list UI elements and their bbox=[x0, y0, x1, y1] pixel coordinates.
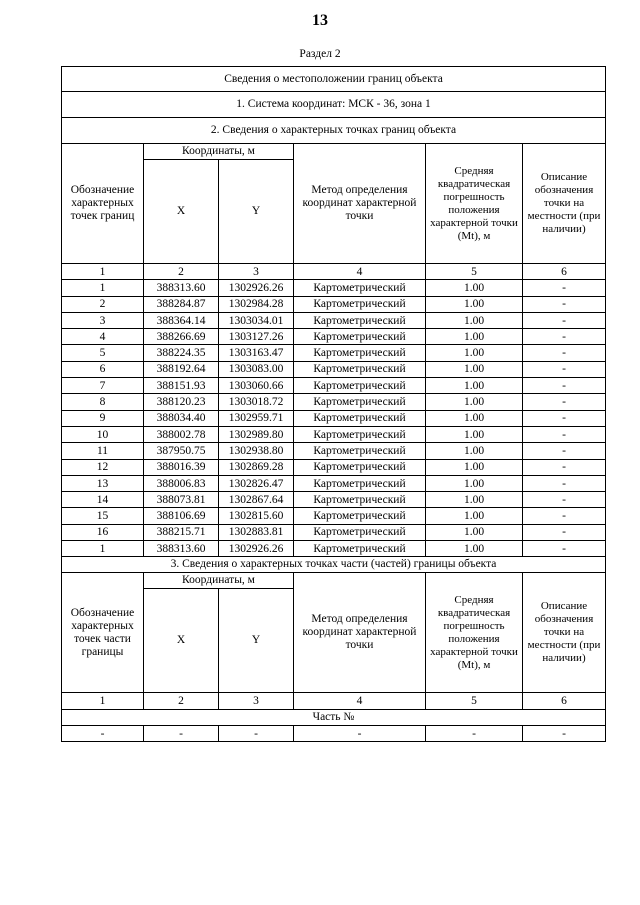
section-label: Раздел 2 bbox=[299, 48, 341, 60]
error: 1.00 bbox=[426, 426, 523, 442]
table-row bbox=[62, 492, 606, 508]
coord-y: 1302959.71 bbox=[219, 410, 294, 426]
error: 1.00 bbox=[426, 524, 523, 540]
description: - bbox=[523, 296, 606, 312]
header-point-designation: Обозначение характерных точек границ bbox=[62, 144, 144, 264]
col-number-1: 1 bbox=[62, 264, 144, 280]
part-point-line1: Обозначение bbox=[70, 606, 135, 619]
description: - bbox=[523, 475, 606, 491]
point-number: 15 bbox=[62, 508, 144, 524]
description: - bbox=[523, 329, 606, 345]
table-row bbox=[62, 443, 606, 459]
header-error: Средняя квадратическая погрешность положения характерной точки (Mt), м bbox=[426, 144, 523, 264]
table-row bbox=[62, 508, 606, 524]
error: 1.00 bbox=[426, 329, 523, 345]
description: - bbox=[523, 394, 606, 410]
error: 1.00 bbox=[426, 394, 523, 410]
coord-y: 1303163.47 bbox=[219, 345, 294, 361]
error: 1.00 bbox=[426, 459, 523, 475]
error: 1.00 bbox=[426, 345, 523, 361]
col-number-6: 6 bbox=[523, 693, 606, 709]
method: Картометрический bbox=[294, 312, 426, 328]
error: 1.00 bbox=[426, 280, 523, 296]
error: 1.00 bbox=[426, 508, 523, 524]
boundaries-table bbox=[61, 66, 606, 742]
coordinate-system: 1. Система координат: МСК - 36, зона 1 bbox=[62, 92, 606, 118]
col-number-5: 5 bbox=[426, 264, 523, 280]
method: Картометрический bbox=[294, 541, 426, 557]
part-description: - bbox=[523, 725, 606, 741]
description: - bbox=[523, 345, 606, 361]
point-number: 3 bbox=[62, 312, 144, 328]
part-point-number: - bbox=[62, 725, 144, 741]
col-number-2: 2 bbox=[144, 264, 219, 280]
description: - bbox=[523, 492, 606, 508]
table-row bbox=[62, 459, 606, 475]
method: Картометрический bbox=[294, 475, 426, 491]
description: - bbox=[523, 459, 606, 475]
header-coordinates-2: Координаты, м bbox=[144, 573, 294, 589]
col-number-6: 6 bbox=[523, 264, 606, 280]
coord-y: 1302926.26 bbox=[219, 541, 294, 557]
method: Картометрический bbox=[294, 524, 426, 540]
coord-x: 388313.60 bbox=[144, 541, 219, 557]
point-number: 5 bbox=[62, 345, 144, 361]
header-y: Y bbox=[219, 160, 294, 264]
coord-y: 1302867.64 bbox=[219, 492, 294, 508]
coord-y: 1303034.01 bbox=[219, 312, 294, 328]
part-point-line2: характерных bbox=[71, 619, 134, 632]
header-description-2: Описание обозначения точки на местности (при наличии) bbox=[523, 573, 606, 693]
method: Картометрический bbox=[294, 329, 426, 345]
part-table-row bbox=[62, 725, 606, 741]
method: Картометрический bbox=[294, 345, 426, 361]
coord-y: 1302815.60 bbox=[219, 508, 294, 524]
table-row bbox=[62, 475, 606, 491]
header-x-2: X bbox=[144, 589, 219, 693]
method: Картометрический bbox=[294, 361, 426, 377]
description: - bbox=[523, 426, 606, 442]
coord-y: 1303127.26 bbox=[219, 329, 294, 345]
description: - bbox=[523, 280, 606, 296]
point-number: 16 bbox=[62, 524, 144, 540]
coord-x: 388266.69 bbox=[144, 329, 219, 345]
col-number-3: 3 bbox=[219, 693, 294, 709]
col-number-4: 4 bbox=[294, 264, 426, 280]
coord-x: 388120.23 bbox=[144, 394, 219, 410]
point-number: 8 bbox=[62, 394, 144, 410]
col-number-1: 1 bbox=[62, 693, 144, 709]
coord-x: 388016.39 bbox=[144, 459, 219, 475]
error: 1.00 bbox=[426, 410, 523, 426]
coord-x: 388192.64 bbox=[144, 361, 219, 377]
table-row bbox=[62, 426, 606, 442]
description: - bbox=[523, 361, 606, 377]
description: - bbox=[523, 410, 606, 426]
coord-x: 387950.75 bbox=[144, 443, 219, 459]
header-coordinates: Координаты, м bbox=[144, 144, 294, 160]
point-number: 14 bbox=[62, 492, 144, 508]
header-part-point-designation bbox=[62, 573, 144, 693]
error: 1.00 bbox=[426, 312, 523, 328]
table-row bbox=[62, 410, 606, 426]
table-row bbox=[62, 345, 606, 361]
method: Картометрический bbox=[294, 508, 426, 524]
error: 1.00 bbox=[426, 443, 523, 459]
column-numbers-row bbox=[62, 264, 606, 280]
point-number: 1 bbox=[62, 280, 144, 296]
coord-x: 388006.83 bbox=[144, 475, 219, 491]
error: 1.00 bbox=[426, 361, 523, 377]
coord-x: 388313.60 bbox=[144, 280, 219, 296]
table-row bbox=[62, 280, 606, 296]
description: - bbox=[523, 378, 606, 394]
method: Картометрический bbox=[294, 443, 426, 459]
point-number: 1 bbox=[62, 541, 144, 557]
coord-y: 1302938.80 bbox=[219, 443, 294, 459]
table-row bbox=[62, 378, 606, 394]
coord-x: 388224.35 bbox=[144, 345, 219, 361]
coord-y: 1302869.28 bbox=[219, 459, 294, 475]
error: 1.00 bbox=[426, 475, 523, 491]
part-error: - bbox=[426, 725, 523, 741]
table-row bbox=[62, 541, 606, 557]
point-number: 13 bbox=[62, 475, 144, 491]
col-number-3: 3 bbox=[219, 264, 294, 280]
point-number: 10 bbox=[62, 426, 144, 442]
error: 1.00 bbox=[426, 378, 523, 394]
header-y-2: Y bbox=[219, 589, 294, 693]
table-title: Сведения о местоположении границ объекта bbox=[62, 67, 606, 92]
coord-y: 1303018.72 bbox=[219, 394, 294, 410]
header-x: X bbox=[144, 160, 219, 264]
coord-x: 388034.40 bbox=[144, 410, 219, 426]
coord-x: 388284.87 bbox=[144, 296, 219, 312]
coord-y: 1302926.26 bbox=[219, 280, 294, 296]
coord-y: 1302989.80 bbox=[219, 426, 294, 442]
coord-y: 1303060.66 bbox=[219, 378, 294, 394]
error: 1.00 bbox=[426, 296, 523, 312]
error: 1.00 bbox=[426, 492, 523, 508]
header-description: Описание обозначения точки на местности (при наличии) bbox=[523, 144, 606, 264]
part-coord-x: - bbox=[144, 725, 219, 741]
point-number: 6 bbox=[62, 361, 144, 377]
description: - bbox=[523, 541, 606, 557]
point-number: 2 bbox=[62, 296, 144, 312]
part-coord-y: - bbox=[219, 725, 294, 741]
coord-x: 388106.69 bbox=[144, 508, 219, 524]
point-number: 7 bbox=[62, 378, 144, 394]
coord-y: 1302984.28 bbox=[219, 296, 294, 312]
point-number: 12 bbox=[62, 459, 144, 475]
method: Картометрический bbox=[294, 410, 426, 426]
description: - bbox=[523, 508, 606, 524]
table-row bbox=[62, 312, 606, 328]
coord-y: 1302826.47 bbox=[219, 475, 294, 491]
part-point-line4: границы bbox=[81, 645, 124, 658]
method: Картометрический bbox=[294, 492, 426, 508]
header-error-2: Средняя квадратическая погрешность положения характерной точки (Mt), м bbox=[426, 573, 523, 693]
description: - bbox=[523, 312, 606, 328]
header-method: Метод определения координат характерной точки bbox=[294, 144, 426, 264]
column-numbers-row-2 bbox=[62, 693, 606, 709]
part-method: - bbox=[294, 725, 426, 741]
coord-x: 388073.81 bbox=[144, 492, 219, 508]
table-row bbox=[62, 394, 606, 410]
point-number: 4 bbox=[62, 329, 144, 345]
method: Картометрический bbox=[294, 378, 426, 394]
point-number: 11 bbox=[62, 443, 144, 459]
coord-x: 388215.71 bbox=[144, 524, 219, 540]
col-number-4: 4 bbox=[294, 693, 426, 709]
method: Картометрический bbox=[294, 296, 426, 312]
part-point-line3: точек части bbox=[74, 632, 131, 645]
header-method-2: Метод определения координат характерной точки bbox=[294, 573, 426, 693]
col-number-5: 5 bbox=[426, 693, 523, 709]
point-number: 9 bbox=[62, 410, 144, 426]
table-row bbox=[62, 296, 606, 312]
method: Картометрический bbox=[294, 426, 426, 442]
coord-x: 388364.14 bbox=[144, 312, 219, 328]
coord-x: 388002.78 bbox=[144, 426, 219, 442]
table-row bbox=[62, 361, 606, 377]
coord-y: 1302883.81 bbox=[219, 524, 294, 540]
coord-y: 1303083.00 bbox=[219, 361, 294, 377]
description: - bbox=[523, 524, 606, 540]
description: - bbox=[523, 443, 606, 459]
coord-x: 388151.93 bbox=[144, 378, 219, 394]
page-number: 13 bbox=[312, 12, 328, 29]
table-row bbox=[62, 524, 606, 540]
part-label: Часть № bbox=[62, 709, 606, 725]
method: Картометрический bbox=[294, 394, 426, 410]
method: Картометрический bbox=[294, 459, 426, 475]
table-row bbox=[62, 329, 606, 345]
error: 1.00 bbox=[426, 541, 523, 557]
section2-title: 2. Сведения о характерных точках границ объекта bbox=[62, 118, 606, 144]
section3-title: 3. Сведения о характерных точках части (частей) границы объекта bbox=[62, 557, 606, 573]
method: Картометрический bbox=[294, 280, 426, 296]
col-number-2: 2 bbox=[144, 693, 219, 709]
